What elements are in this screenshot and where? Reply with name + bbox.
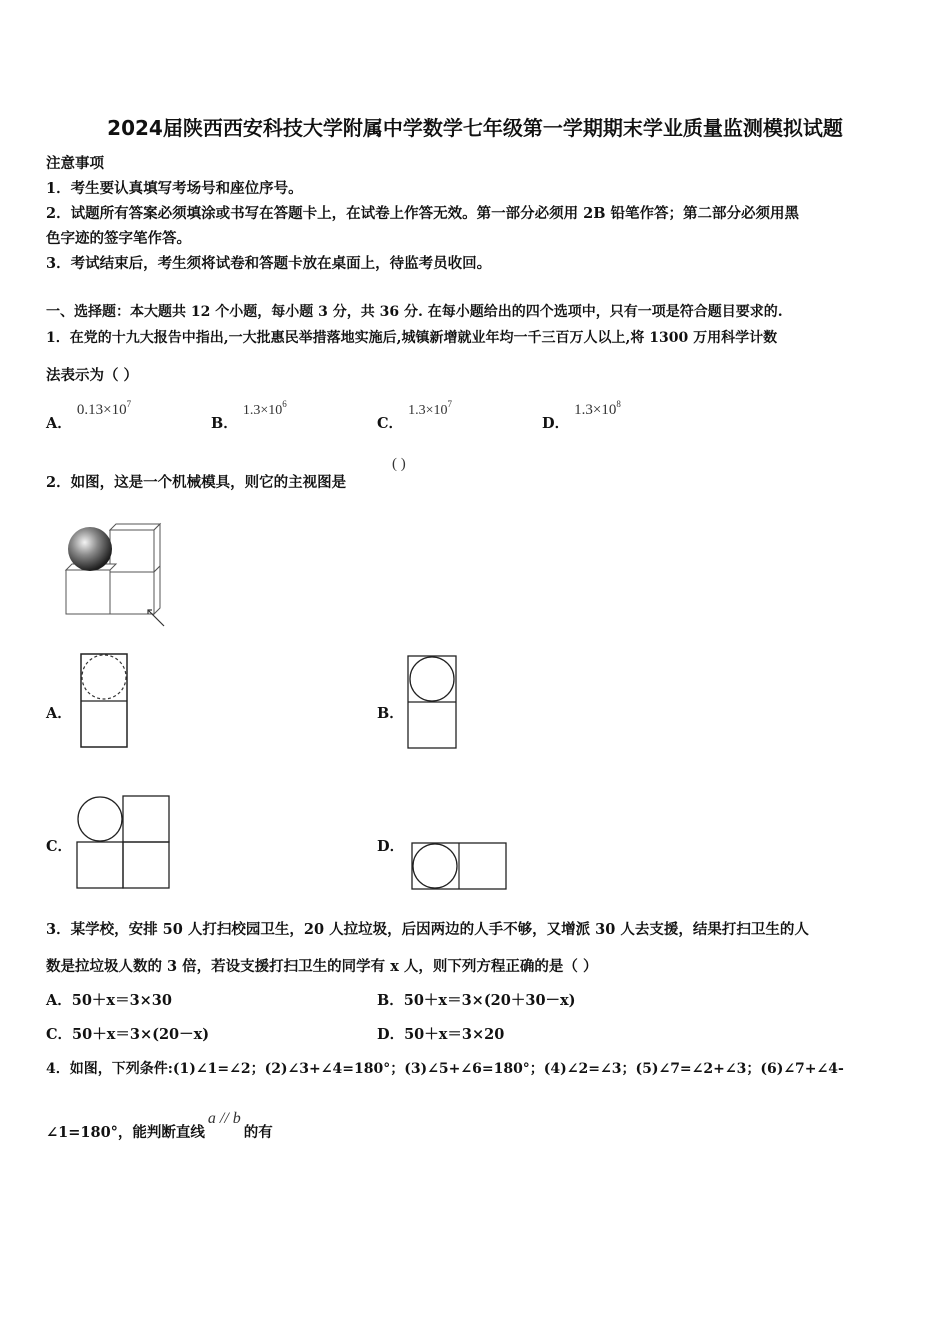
ball-icon [68,527,112,571]
notice-item-2-cont: 色字迹的签字笔作答。 [46,230,191,247]
section-heading: 一、选择题：本大题共 12 个小题，每小题 3 分，共 36 分. 在每小题给出的四个选项中，只有一项是符合题目要求的. [46,304,783,320]
q2-mold-figure [52,518,172,633]
q1-option-d[interactable]: D． $1.3\times 10^8$ [542,399,621,432]
q2-option-c-figure[interactable] [75,794,173,890]
q2-option-b-label[interactable]: B． [377,705,404,722]
notice-item-2: 2．试题所有答案必须填涂或书写在答题卡上，在试卷上作答无效。第一部分必须用 2B 铅笔作答；第二部分必须用黑 [46,205,800,222]
q1-option-d-value: $1.3\times 10^8$ [574,399,621,418]
q2-option-a-label[interactable]: A． [46,705,72,722]
q3-option-a[interactable]: A．50＋x＝3×30 [46,992,172,1009]
page-title: 2024届陕西西安科技大学附属中学数学七年级第一学期期末学业质量监测模拟试题 [107,116,843,140]
notice-item-1: 1．考生要认真填写考场号和座位序号。 [46,180,303,197]
notice-item-3: 3．考试结束后，考生须将试卷和答题卡放在桌面上，待监考员收回。 [46,255,492,272]
q1-option-c[interactable]: C． $1.3\times 10^7$ [377,399,453,432]
q2-option-b-figure[interactable] [407,655,459,751]
q4-math-parallel: a // b [207,1110,241,1127]
notice-heading: 注意事项 [46,155,104,172]
q2-stem: 2．如图，这是一个机械模具，则它的主视图是 [46,474,347,491]
q2-option-d-label[interactable]: D． [377,838,405,855]
q1-option-c-value: $1.3\times 10^7$ [408,399,453,418]
q4-stem-line2: ∠1=180°，能判断直线a // b的有 [46,1110,273,1141]
q2-option-d-figure[interactable] [410,841,510,891]
q1-option-b-value: $1.3\times 10^6$ [242,399,287,418]
q3-option-b[interactable]: B．50＋x＝3×(20＋30－x) [377,992,576,1009]
q1-option-b[interactable]: B． $1.3\times 10^6$ [211,399,287,432]
q1-option-a-value: $0.13\times 10^7$ [76,399,132,418]
q4-stem-line1: 4．如图，下列条件:(1)∠1=∠2；(2)∠3+∠4=180°；(3)∠5+∠6=180°；(4)∠2=∠3；(5)∠7=∠2+∠3；(6)∠7+∠4- [46,1061,844,1077]
q3-option-c[interactable]: C．50＋x＝3×(20－x) [46,1026,210,1043]
q1-stem-line1: 1．在党的十九大报告中指出,一大批惠民举措落地实施后,城镇新增就业年均一千三百万人以上,将 1300 万用科学计数 [46,330,778,346]
q2-option-a-figure[interactable] [80,653,130,749]
q3-stem-line2: 数是拉垃圾人数的 3 倍，若设支援打扫卫生的同学有 x 人，则下列方程正确的是（ ） [46,958,598,975]
q3-stem-line1: 3．某学校，安排 50 人打扫校园卫生，20 人拉垃圾，后因两边的人手不够，又增派 30 人去支援，结果打扫卫生的人 [46,921,809,938]
q2-answer-paren: ( ) [392,456,406,472]
q1-stem-line2: 法表示为（ ） [46,367,139,384]
q3-option-d[interactable]: D．50＋x＝3×20 [377,1026,505,1043]
q2-option-c-label[interactable]: C． [46,838,73,855]
q1-option-a[interactable]: A． $0.13\times 10^7$ [46,399,132,432]
